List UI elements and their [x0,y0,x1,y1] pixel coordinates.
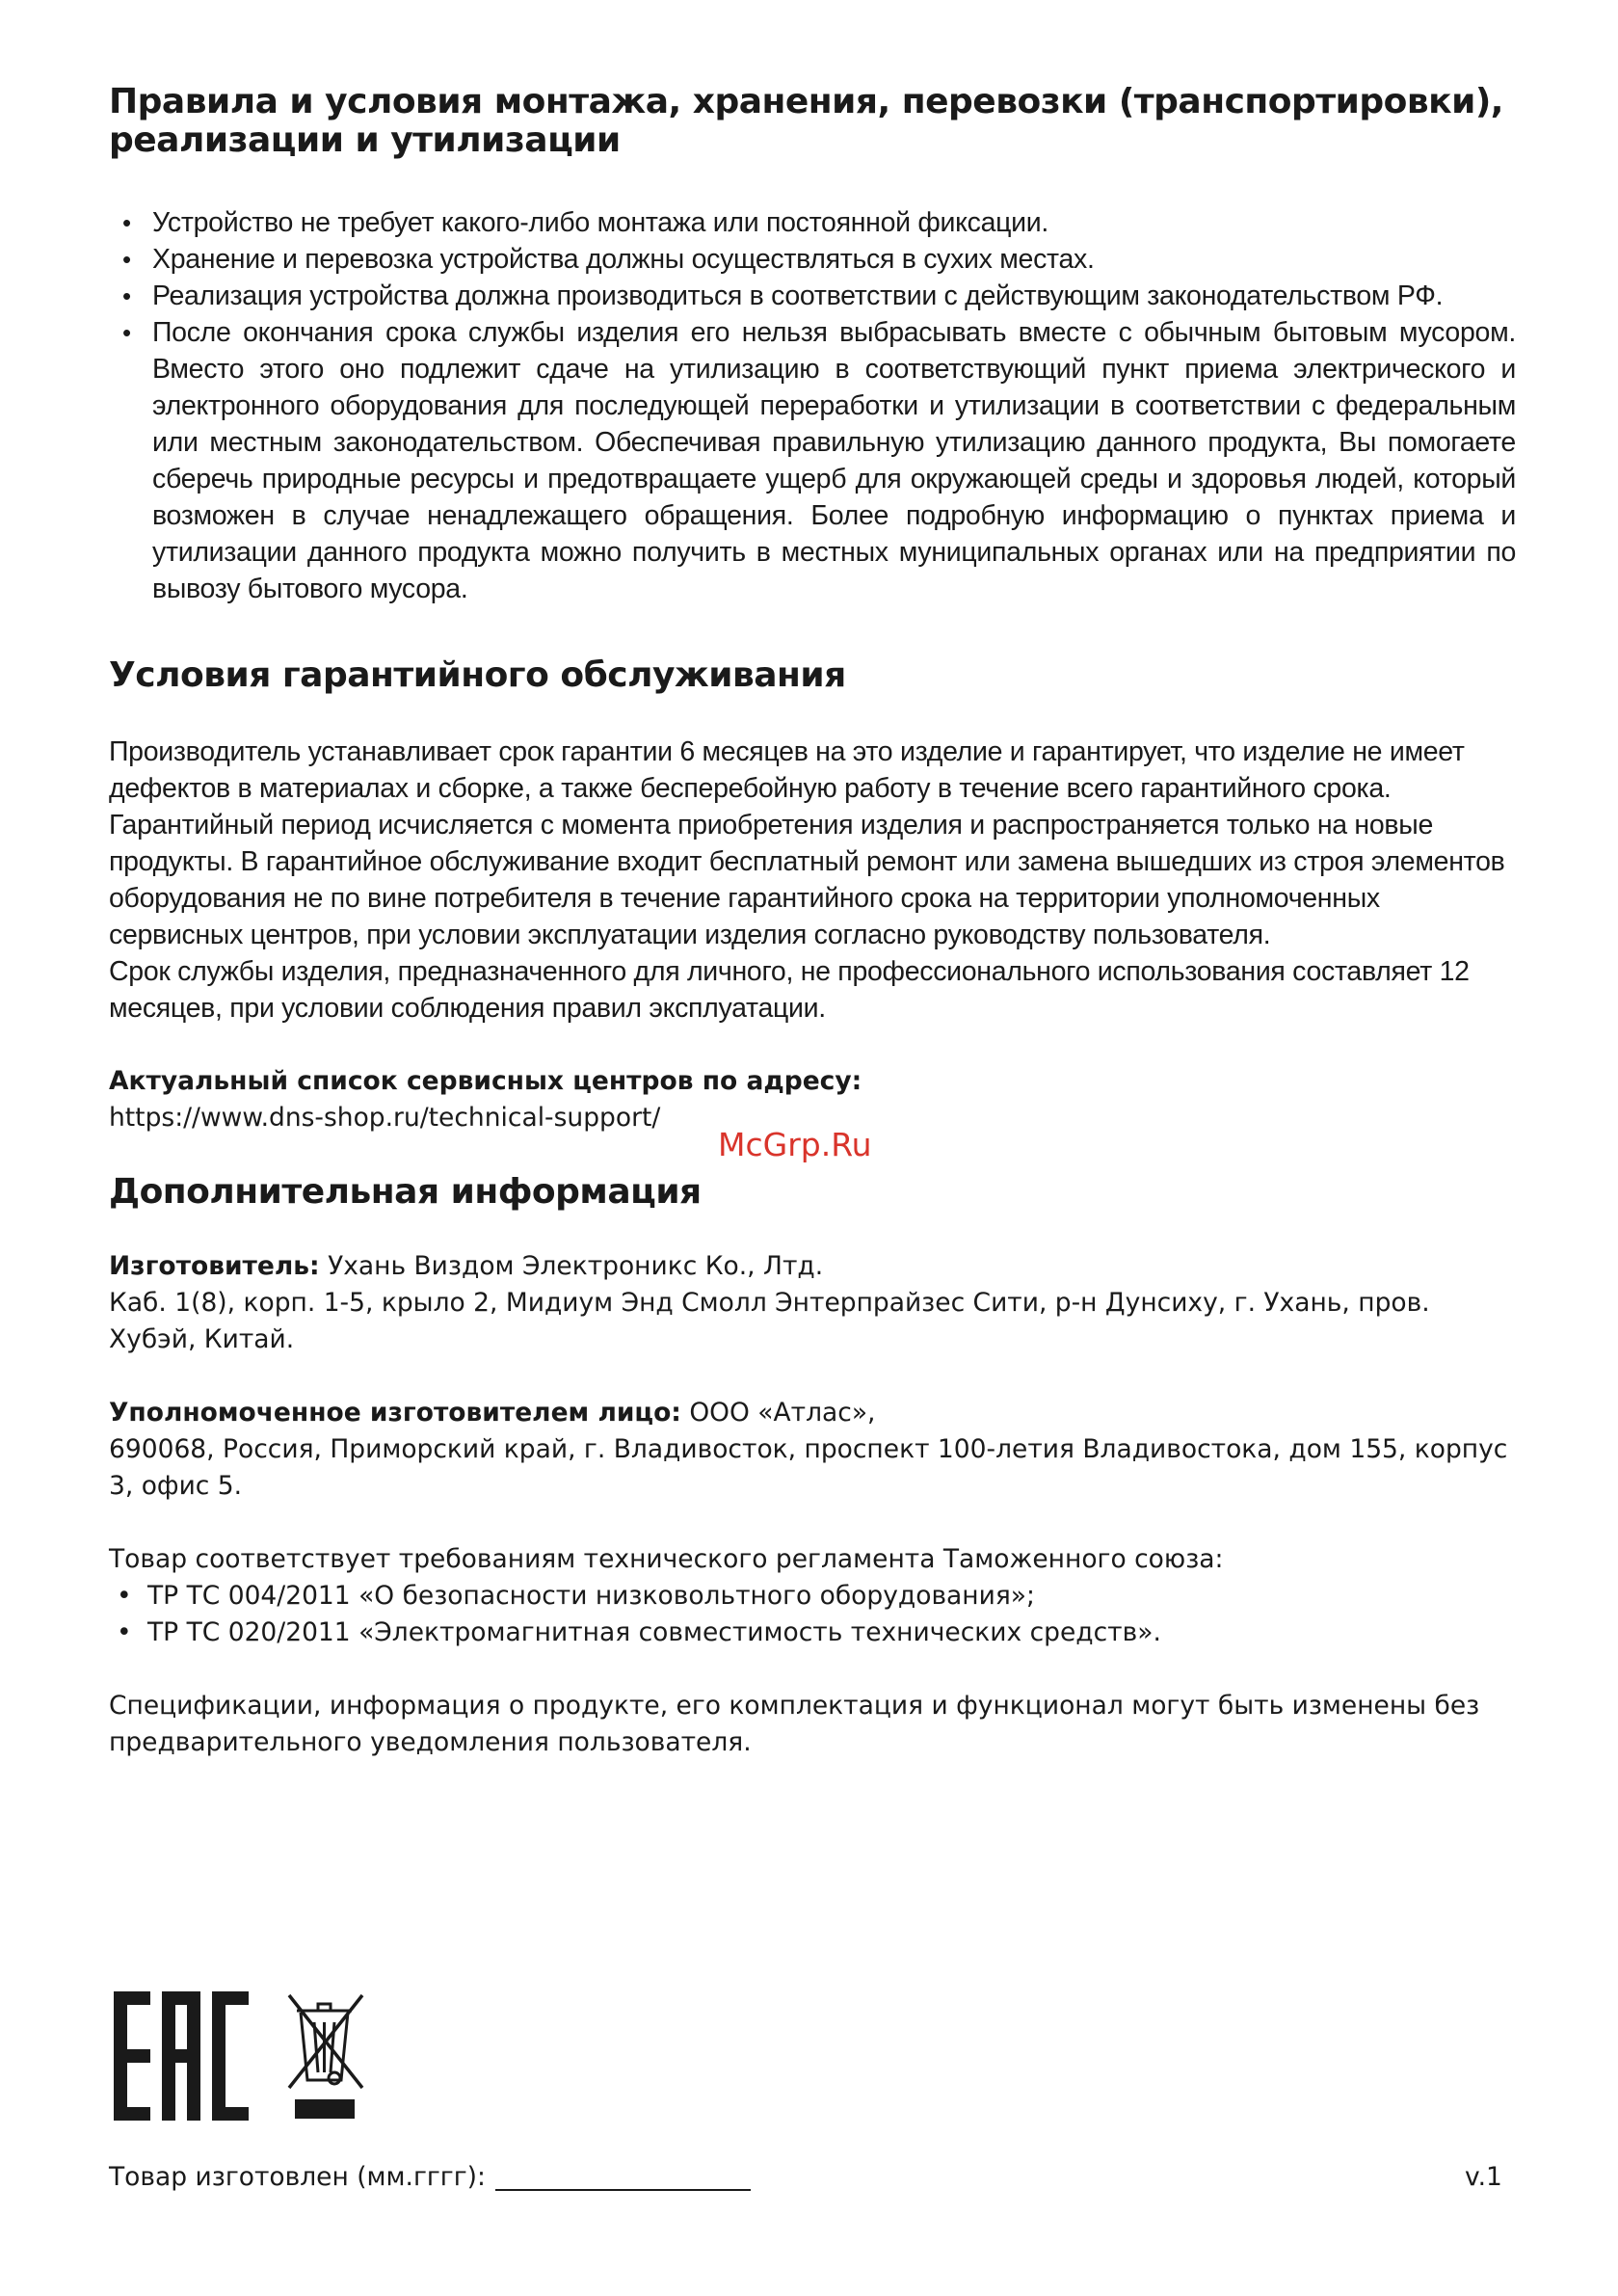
manufacture-date-label: Товар изготовлен (мм.гггг): [109,2162,486,2192]
manufacture-date-field [109,2159,751,2196]
service-centers-link[interactable]: https://www.dns-shop.ru/technical-support/ [109,1103,661,1133]
manufacture-date-blank[interactable] [495,2160,751,2191]
list-item: • Устройство не требует какого-либо монтажа или постоянной фиксации. [109,204,1516,241]
section-title-storage-rules: Правила и условия монтажа, хранения, перевозки (транспортировки), реализации и утилизации [109,82,1503,160]
authorized-label: Уполномоченное изготовителем лицо: [109,1398,681,1428]
authorized-person-block [109,1395,1516,1505]
section-title-additional-info: Дополнительная информация [109,1172,702,1212]
certification-logos [114,1991,374,2124]
service-centers-label: Актуальный список сервисных центров по адресу: [109,1066,862,1096]
compliance-list [109,1578,1516,1651]
compliance-intro: Товар соответствует требованиям технического регламента Таможенного союза: [109,1544,1224,1574]
disclaimer: Спецификации, информация о продукте, его комплектация и функционал могут быть изменены без предварительного уведомления пользователя. [109,1691,1480,1757]
manufacturer-label: Изготовитель: [109,1251,320,1281]
version-label: v.1 [1465,2162,1502,2192]
service-life-paragraph: Срок службы изделия, предназначенного для личного, не профессионального использования составляет 12 месяцев, при условии соблюдения правил эксплуатации. [109,956,1470,1024]
list-item: • ТР ТС 004/2011 «О безопасности низковольтного оборудования»; [109,1578,1516,1615]
list-item: • Хранение и перевозка устройства должны осуществляться в сухих местах. [109,241,1516,278]
section-title-warranty: Условия гарантийного обслуживания [109,655,846,695]
authorized-name: ООО «Атлас», [689,1398,876,1428]
authorized-address: 690068, Россия, Приморский край, г. Владивосток, проспект 100-летия Владивостока, дом 155, корпус 3, офис 5. [109,1434,1508,1501]
list-item: • Реализация устройства должна производиться в соответствии с действующим законодательством РФ. [109,278,1516,314]
eac-logo [114,1991,374,2121]
manufacturer-address: Каб. 1(8), корп. 1-5, крыло 2, Мидиум Энд Смолл Энтерпрайзес Сити, р-н Дунсиху, г. Ухань, пров. Хубэй, Китай. [109,1288,1430,1354]
crossed-out-bin-icon [289,1995,362,2088]
list-item: • ТР ТС 020/2011 «Электромагнитная совместимость технических средств». [109,1615,1516,1651]
manufacturer-name: Ухань Виздом Электроникс Ко., Лтд. [328,1251,824,1281]
list-item: • После окончания срока службы изделия его нельзя выбрасывать вместе с обычным бытовым мусором. Вместо этого оно подлежит сдаче на утилизацию в соответствующий пункт приема электрического и электронного оборудования для последующей переработки и утилизации в соответствии с федеральным или местным законодательством. Обеспечивая правильную утилизацию данного продукта, Вы помогаете сберечь природные ресурсы и предотвращаете ущерб для окружающей среды и здоровья людей, который возможен в случае ненадлежащего обращения. Более подробную информацию о пунктах приема и утилизации данного продукта можно получить в местных муниципальных органах или на предприятии по вывозу бытового мусора. [109,314,1516,607]
warranty-paragraph: Производитель устанавливает срок гарантии 6 месяцев на это изделие и гарантирует, что изделие не имеет дефектов в материалах и сборке, а также бесперебойную работу в течение всего гарантийного срока. Гарантийный период исчисляется с момента приобретения изделия и распространяется только на новые продукты. В гарантийное обслуживание входит бесплатный ремонт или замена вышедших из строя элементов оборудования не по вине потребителя в течение гарантийного срока на территории уполномоченных сервисных центров, при условии эксплуатации изделия согласно руководству пользователя. [109,736,1505,950]
document-page [109,83,1516,1761]
manufacturer-block [109,1248,1516,1358]
storage-rules-list [109,204,1516,607]
watermark: McGrp.Ru [718,1126,872,1163]
